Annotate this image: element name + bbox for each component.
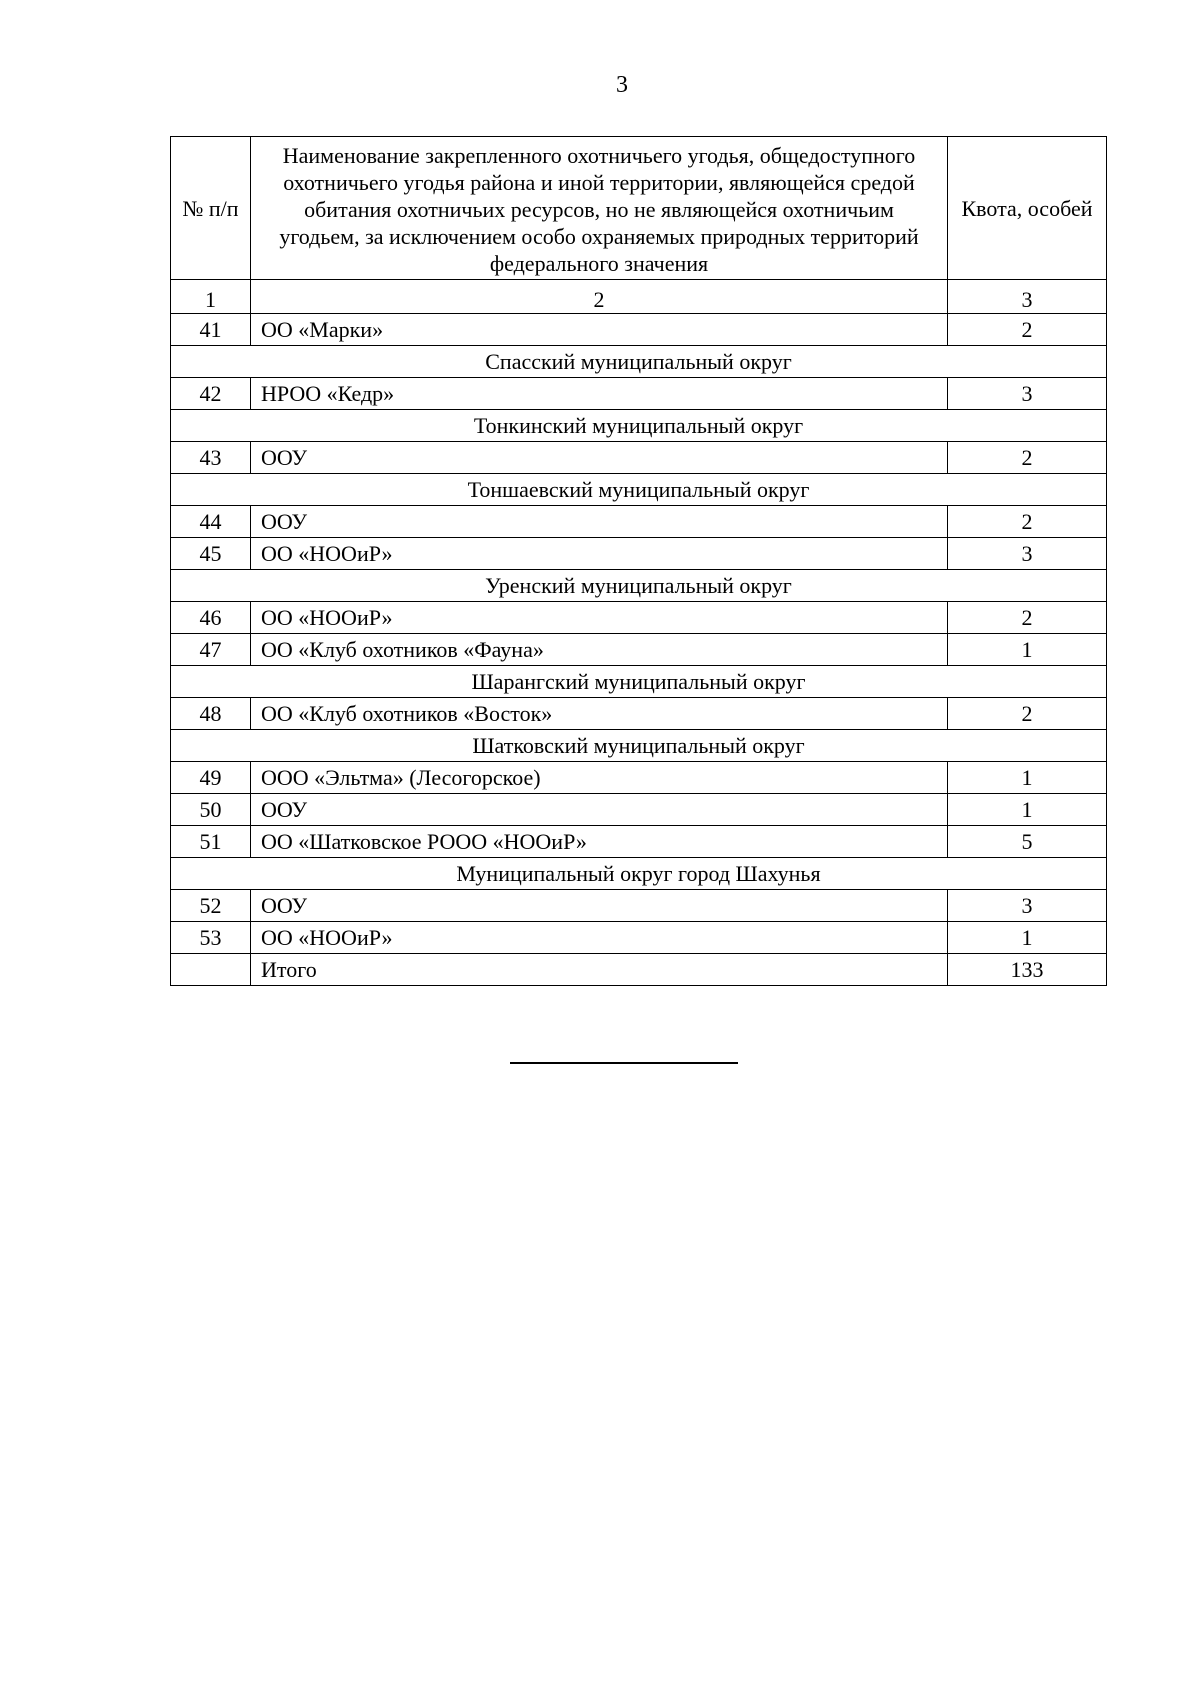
- row-quota: 1: [948, 762, 1107, 794]
- row-name: ООУ: [251, 890, 948, 922]
- row-quota: 133: [948, 954, 1107, 986]
- row-number: 53: [171, 922, 251, 954]
- page-number: 3: [616, 72, 628, 98]
- row-quota: 2: [948, 698, 1107, 730]
- table-row: [171, 698, 1107, 730]
- district-label: Тонкинский муниципальный округ: [171, 410, 1107, 442]
- row-quota: 5: [948, 826, 1107, 858]
- row-quota: 1: [948, 922, 1107, 954]
- total-row: [171, 954, 1107, 986]
- district-row: [171, 858, 1107, 890]
- row-number: 41: [171, 314, 251, 346]
- row-quota: 2: [948, 442, 1107, 474]
- district-row: [171, 730, 1107, 762]
- row-quota: 1: [948, 794, 1107, 826]
- table-row: [171, 826, 1107, 858]
- row-number: 42: [171, 378, 251, 410]
- row-name: ОО «Марки»: [251, 314, 948, 346]
- row-name: НРОО «Кедр»: [251, 378, 948, 410]
- row-number: 46: [171, 602, 251, 634]
- row-quota: 3: [948, 378, 1107, 410]
- row-number: 43: [171, 442, 251, 474]
- table-body: [171, 314, 1107, 986]
- row-number: 44: [171, 506, 251, 538]
- row-number: 50: [171, 794, 251, 826]
- row-number: 47: [171, 634, 251, 666]
- row-name: ОО «НООиР»: [251, 602, 948, 634]
- header-name: Наименование закрепленного охотничьего угодья, общедоступного охотничьего угодья района и иной территории, являющейся средой обитания охотничьих ресурсов, но не являющейся охотничьим угодьем, за исключением особо охраняемых природных территорий федерального значения: [251, 137, 948, 280]
- district-row: [171, 346, 1107, 378]
- district-label: Шатковский муниципальный округ: [171, 730, 1107, 762]
- row-name: ОО «Клуб охотников «Восток»: [251, 698, 948, 730]
- row-quota: 3: [948, 890, 1107, 922]
- quota-table: [170, 136, 1107, 986]
- row-name: ООУ: [251, 442, 948, 474]
- row-quota: 2: [948, 506, 1107, 538]
- column-index-row: [171, 280, 1107, 314]
- row-number: [171, 954, 251, 986]
- table-row: [171, 890, 1107, 922]
- row-number: 48: [171, 698, 251, 730]
- table-row: [171, 762, 1107, 794]
- district-row: [171, 474, 1107, 506]
- table-row: [171, 922, 1107, 954]
- district-label: Муниципальный округ город Шахунья: [171, 858, 1107, 890]
- district-row: [171, 570, 1107, 602]
- row-quota: 2: [948, 602, 1107, 634]
- row-number: 45: [171, 538, 251, 570]
- table-row: [171, 602, 1107, 634]
- table-row: [171, 794, 1107, 826]
- district-row: [171, 666, 1107, 698]
- column-index: 2: [251, 280, 948, 314]
- district-label: Тоншаевский муниципальный округ: [171, 474, 1107, 506]
- header-quota: Квота, особей: [948, 137, 1107, 280]
- district-label: Спасский муниципальный округ: [171, 346, 1107, 378]
- row-number: 51: [171, 826, 251, 858]
- row-name: ОО «НООиР»: [251, 922, 948, 954]
- district-label: Шарангский муниципальный округ: [171, 666, 1107, 698]
- column-index: 3: [948, 280, 1107, 314]
- row-name: ОО «НООиР»: [251, 538, 948, 570]
- row-quota: 1: [948, 634, 1107, 666]
- row-name: ОО «Клуб охотников «Фауна»: [251, 634, 948, 666]
- header-num: № п/п: [171, 137, 251, 280]
- district-row: [171, 410, 1107, 442]
- table-row: [171, 506, 1107, 538]
- table-row: [171, 378, 1107, 410]
- table-row: [171, 442, 1107, 474]
- table-row: [171, 634, 1107, 666]
- table-row: [171, 538, 1107, 570]
- table-header-row: [171, 137, 1107, 280]
- row-quota: 2: [948, 314, 1107, 346]
- row-name: ОО «Шатковское РООО «НООиР»: [251, 826, 948, 858]
- table-row: [171, 314, 1107, 346]
- district-label: Уренский муниципальный округ: [171, 570, 1107, 602]
- row-name: Итого: [251, 954, 948, 986]
- row-name: ООУ: [251, 794, 948, 826]
- row-name: ООО «Эльтма» (Лесогорское): [251, 762, 948, 794]
- row-name: ООУ: [251, 506, 948, 538]
- row-number: 49: [171, 762, 251, 794]
- column-index: 1: [171, 280, 251, 314]
- closing-divider: [510, 1062, 738, 1064]
- row-quota: 3: [948, 538, 1107, 570]
- row-number: 52: [171, 890, 251, 922]
